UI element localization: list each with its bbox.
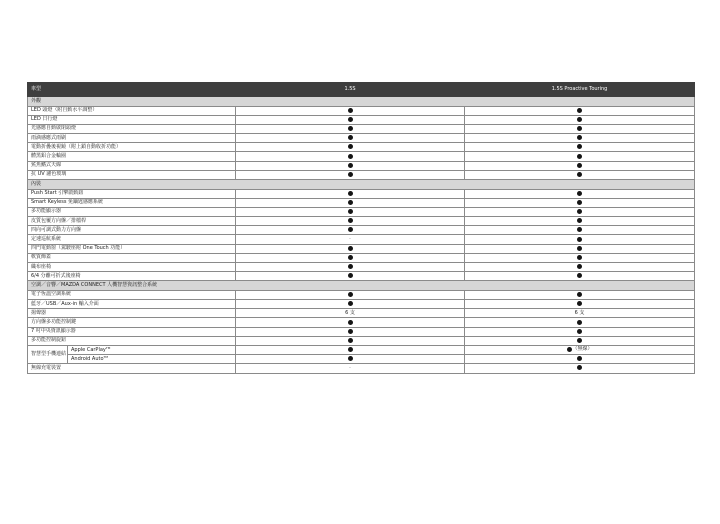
- section-header: [28, 281, 695, 291]
- trim-1-value: [236, 217, 465, 226]
- table-row: [28, 318, 695, 327]
- trim-1-value: [236, 244, 465, 253]
- feature-label: 抗 UV 濾色玻璃: [28, 170, 236, 179]
- trim-2-value: [465, 152, 695, 161]
- trim-2-value: [465, 300, 695, 309]
- standard-equipment-dot-icon: [348, 135, 353, 140]
- trim-2-value: [465, 336, 695, 345]
- standard-equipment-dot-icon: [348, 126, 353, 131]
- section-title: 內裝: [28, 180, 695, 190]
- trim-1-value: [236, 152, 465, 161]
- standard-equipment-dot-icon: [577, 135, 582, 140]
- standard-equipment-dot-icon: [577, 273, 582, 278]
- trim-1-value: [236, 235, 465, 244]
- table-row: [28, 198, 695, 207]
- standard-equipment-dot-icon: [348, 301, 353, 306]
- trim-2-value: [465, 226, 695, 235]
- standard-equipment-dot-icon: [348, 144, 353, 149]
- table-row: [28, 217, 695, 226]
- table-row: [28, 327, 695, 336]
- standard-equipment-dot-icon: [348, 200, 353, 205]
- table-row: [28, 272, 695, 281]
- section-header: [28, 180, 695, 190]
- table-row: [28, 161, 695, 170]
- feature-label: Push Start 引擎啟動鈕: [28, 189, 236, 198]
- standard-equipment-dot-icon: [348, 320, 353, 325]
- standard-equipment-dot-icon: [577, 200, 582, 205]
- table-row: [28, 290, 695, 299]
- table-row: [28, 346, 695, 355]
- trim-2-value: [465, 217, 695, 226]
- standard-equipment-dot-icon: [348, 163, 353, 168]
- standard-equipment-dot-icon: [348, 117, 353, 122]
- feature-label: 光感應自動啟閉頭燈: [28, 124, 236, 133]
- standard-equipment-dot-icon: [348, 264, 353, 269]
- trim-2-value: [465, 263, 695, 272]
- trim-1-value: [236, 161, 465, 170]
- feature-label: [68, 355, 236, 364]
- trim-1-header: 1.5S: [236, 83, 465, 97]
- trim-2-value: [465, 355, 695, 364]
- trim-1-value: [236, 272, 465, 281]
- feature-label: 電動折疊後視鏡（附上鎖自動收折功能）: [28, 143, 236, 152]
- standard-equipment-dot-icon: [577, 255, 582, 260]
- standard-equipment-dot-icon: [348, 218, 353, 223]
- trim-1-value: [236, 134, 465, 143]
- standard-equipment-dot-icon: [577, 365, 582, 370]
- feature-label: 電子恆溫空調系統: [28, 290, 236, 299]
- wireless-note: （無線）: [572, 346, 593, 353]
- standard-equipment-dot-icon: [577, 329, 582, 334]
- table-row: [28, 263, 695, 272]
- trim-1-value: [236, 115, 465, 124]
- trim-1-value: [236, 309, 465, 318]
- feature-label: 鯊魚鰭式天線: [28, 161, 236, 170]
- smartphone-link-label: 智慧型手機連結: [28, 346, 68, 364]
- table-header: [28, 83, 695, 97]
- trim-2-value: [465, 189, 695, 198]
- standard-equipment-dot-icon: [577, 292, 582, 297]
- table-row: [28, 207, 695, 216]
- spec-sheet: [27, 82, 694, 374]
- trim-2-value: [465, 346, 695, 355]
- trim-1-value: [236, 189, 465, 198]
- trademark-mark: TM: [103, 354, 108, 359]
- trim-1-value: [236, 143, 465, 152]
- trim-1-value: [236, 327, 465, 336]
- section-header: [28, 97, 695, 107]
- model-label: 車型: [28, 83, 236, 97]
- feature-name: Android Auto: [71, 355, 104, 362]
- standard-equipment-dot-icon: [577, 163, 582, 168]
- spec-table: [27, 82, 695, 374]
- feature-label: 多功能顯示器: [28, 207, 236, 216]
- standard-equipment-dot-icon: [577, 108, 582, 113]
- standard-equipment-dot-icon: [348, 292, 353, 297]
- standard-equipment-dot-icon: [348, 273, 353, 278]
- feature-label: LED 頭燈（附自動水平調整）: [28, 106, 236, 115]
- section-title: 空調／音響／MAZDA CONNECT 人機智慧資訊整合系統: [28, 281, 695, 291]
- section-title: 外觀: [28, 97, 695, 107]
- standard-equipment-dot-icon: [348, 338, 353, 343]
- standard-equipment-dot-icon: [348, 329, 353, 334]
- table-row: [28, 244, 695, 253]
- standard-equipment-dot-icon: [348, 172, 353, 177]
- standard-equipment-dot-icon: [348, 227, 353, 232]
- trim-1-value: [236, 170, 465, 179]
- table-row: [28, 152, 695, 161]
- not-available-mark: -: [349, 364, 351, 370]
- standard-equipment-dot-icon: [348, 255, 353, 260]
- table-row: [28, 253, 695, 262]
- feature-label: 揚聲器: [28, 309, 236, 318]
- table-row: [28, 134, 695, 143]
- trim-2-value: [465, 235, 695, 244]
- standard-equipment-dot-icon: [577, 264, 582, 269]
- feature-label: 織布座椅: [28, 263, 236, 272]
- trim-1-value: [236, 226, 465, 235]
- standard-equipment-dot-icon: [577, 227, 582, 232]
- trim-2-value: [465, 198, 695, 207]
- trim-2-value: [465, 207, 695, 216]
- standard-equipment-dot-icon: [577, 209, 582, 214]
- trim-2-value: [465, 170, 695, 179]
- not-available-mark: -: [349, 236, 351, 242]
- feature-label: [68, 346, 236, 355]
- trim-2-value: [465, 115, 695, 124]
- standard-equipment-dot-icon: [577, 338, 582, 343]
- table-row: [28, 355, 695, 364]
- trim-1-value: [236, 364, 465, 373]
- trim-2-value: [465, 161, 695, 170]
- trim-2-value: [465, 143, 695, 152]
- feature-label: 多功能控制旋鈕: [28, 336, 236, 345]
- trim-2-value: [465, 134, 695, 143]
- standard-equipment-dot-icon: [577, 117, 582, 122]
- trim-1-value: [236, 355, 465, 364]
- trim-2-value: [465, 364, 695, 373]
- feature-label: 無線充電裝置: [28, 364, 236, 373]
- feature-label: 四門電動窗（駕駛座附 One Touch 功能）: [28, 244, 236, 253]
- table-row: [28, 115, 695, 124]
- trim-1-value: [236, 290, 465, 299]
- feature-label: 定速巡航系統: [28, 235, 236, 244]
- standard-equipment-dot-icon: [577, 320, 582, 325]
- standard-equipment-dot-icon: [577, 301, 582, 306]
- table-row: [28, 143, 695, 152]
- table-row: [28, 336, 695, 345]
- table-row: [28, 235, 695, 244]
- table-row: [28, 189, 695, 198]
- trim-2-value: [465, 106, 695, 115]
- standard-equipment-dot-icon: [567, 347, 572, 352]
- trim-2-value: [465, 309, 695, 318]
- value-text: 6 支: [345, 309, 355, 316]
- feature-label: 四向可調式動力方向盤: [28, 226, 236, 235]
- table-row: [28, 226, 695, 235]
- table-row: [28, 124, 695, 133]
- trademark-mark: TM: [105, 345, 111, 350]
- trim-2-value: [465, 124, 695, 133]
- standard-equipment-dot-icon: [577, 172, 582, 177]
- feature-label: 雨滴感應式雨刷: [28, 134, 236, 143]
- standard-equipment-dot-icon: [577, 126, 582, 131]
- standard-equipment-dot-icon: [577, 218, 582, 223]
- trim-2-value: [465, 290, 695, 299]
- standard-equipment-dot-icon: [348, 191, 353, 196]
- standard-equipment-dot-icon: [577, 154, 582, 159]
- feature-label: LED 日行燈: [28, 115, 236, 124]
- feature-label: 藍牙／USB／Aux-in 輸入介面: [28, 300, 236, 309]
- standard-equipment-dot-icon: [348, 108, 353, 113]
- table-row: [28, 364, 695, 373]
- trim-1-value: [236, 124, 465, 133]
- standard-equipment-dot-icon: [348, 246, 353, 251]
- trim-1-value: [236, 346, 465, 355]
- trim-1-value: [236, 318, 465, 327]
- trim-2-value: [465, 272, 695, 281]
- feature-label: 7 吋中央資訊顯示器: [28, 327, 236, 336]
- trim-1-value: [236, 253, 465, 262]
- trim-2-value: [465, 244, 695, 253]
- standard-equipment-dot-icon: [348, 154, 353, 159]
- feature-label: 體黑鋁合金輪圈: [28, 152, 236, 161]
- standard-equipment-dot-icon: [348, 356, 353, 361]
- table-row: [28, 170, 695, 179]
- value-text: 6 支: [574, 309, 585, 316]
- trim-1-value: [236, 336, 465, 345]
- trim-2-value: [465, 253, 695, 262]
- feature-name: Apple CarPlay: [71, 346, 106, 353]
- standard-equipment-dot-icon: [348, 209, 353, 214]
- trim-1-value: [236, 106, 465, 115]
- trim-1-value: [236, 263, 465, 272]
- feature-label: Smart Keyless 免鑰匙感應系統: [28, 198, 236, 207]
- trim-2-value: [465, 327, 695, 336]
- trim-1-value: [236, 198, 465, 207]
- feature-label: 方向盤多功能控制鍵: [28, 318, 236, 327]
- table-row: [28, 106, 695, 115]
- table-row: [28, 309, 695, 318]
- standard-equipment-dot-icon: [348, 347, 353, 352]
- trim-2-header: 1.5S Proactive Touring: [465, 83, 695, 97]
- trim-1-value: [236, 300, 465, 309]
- trim-1-value: [236, 207, 465, 216]
- standard-equipment-dot-icon: [577, 144, 582, 149]
- standard-equipment-dot-icon: [577, 237, 582, 242]
- standard-equipment-dot-icon: [577, 191, 582, 196]
- feature-label: 軟質飾蓋: [28, 253, 236, 262]
- trim-2-value: [465, 318, 695, 327]
- feature-label: 皮質包覆方向盤／排檔桿: [28, 217, 236, 226]
- standard-equipment-dot-icon: [577, 246, 582, 251]
- feature-label: 6/4 分離可折式後座椅: [28, 272, 236, 281]
- standard-equipment-dot-icon: [577, 356, 582, 361]
- table-row: [28, 300, 695, 309]
